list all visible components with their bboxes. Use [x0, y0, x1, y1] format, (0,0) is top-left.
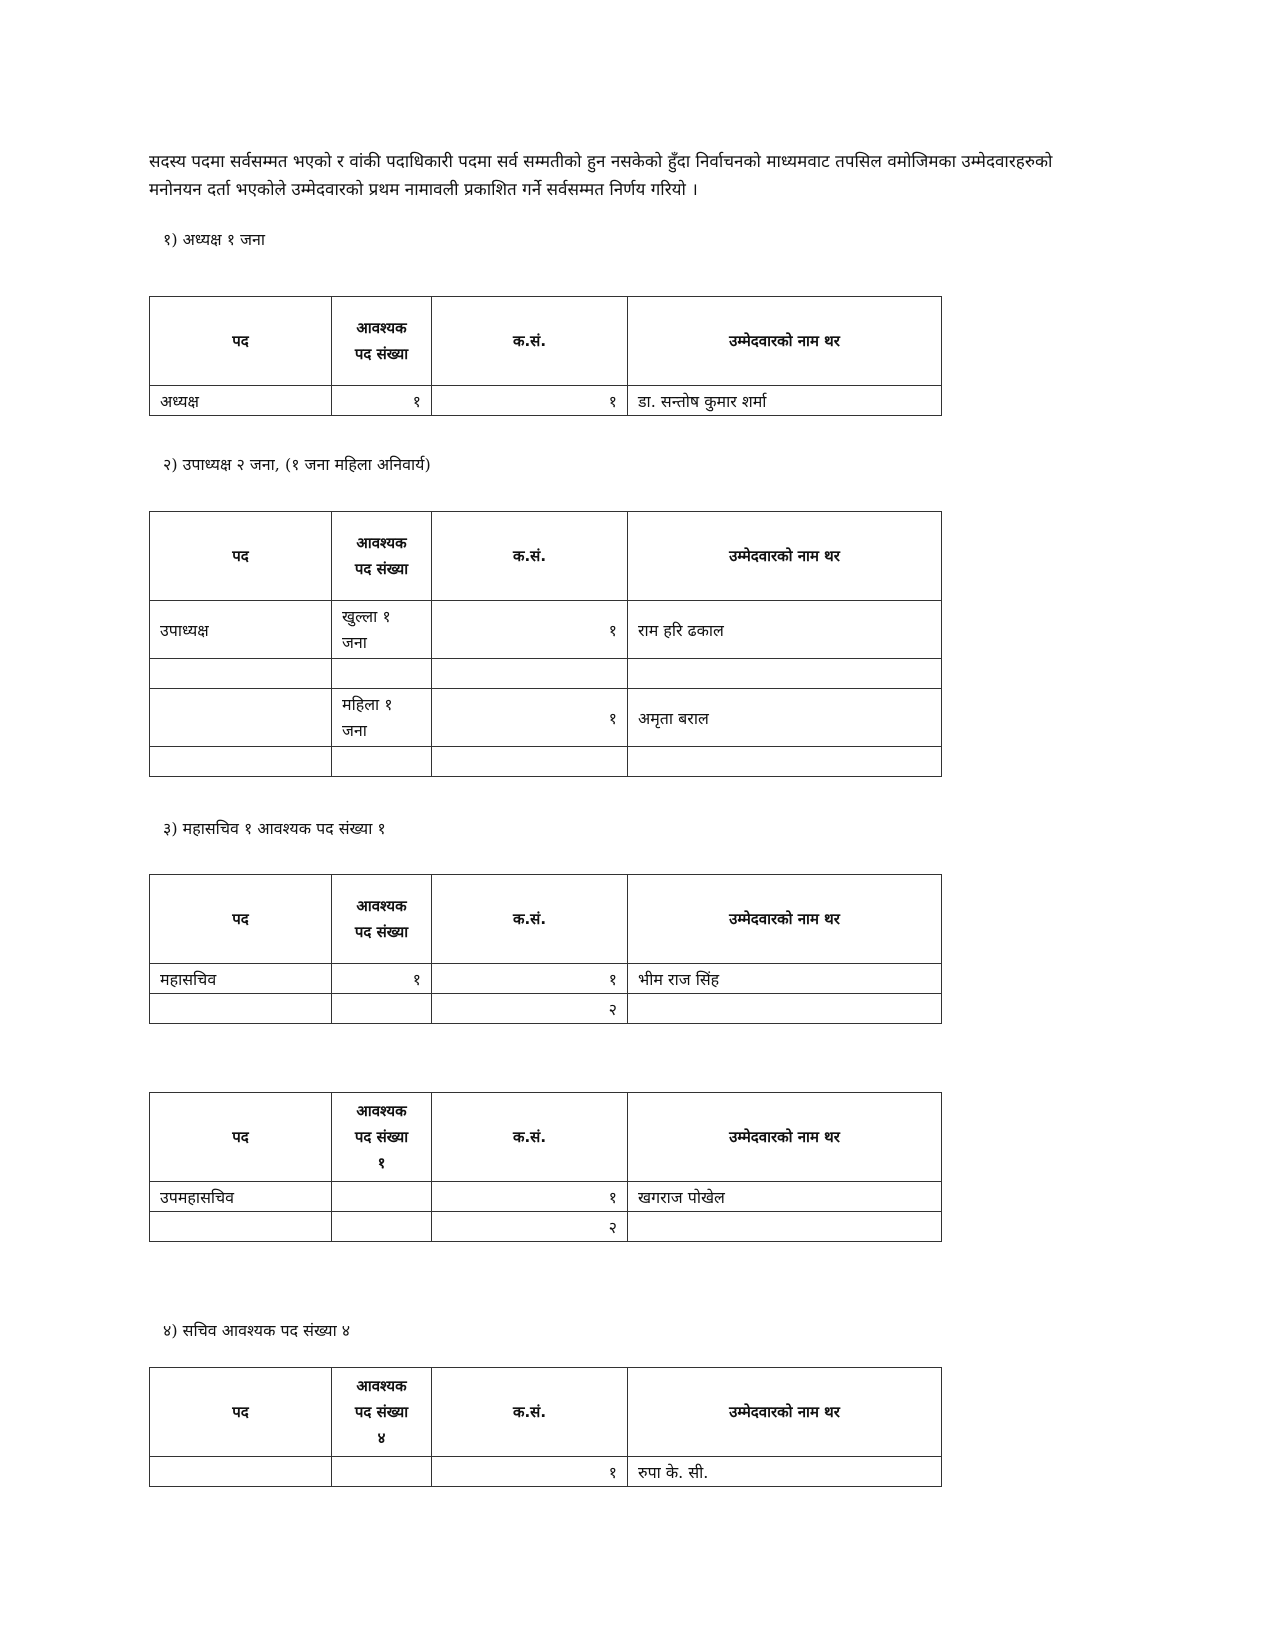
cell-required: महिला १ जना	[332, 689, 432, 747]
cell-serial: १	[432, 386, 628, 416]
cell-name	[628, 994, 942, 1024]
cell-required	[332, 1457, 432, 1487]
intro-line-2: मनोनयन दर्ता भएकोले उम्मेदवारको प्रथम नामावली प्रकाशित गर्ने सर्वसम्मत निर्णय गरियो ।	[149, 180, 698, 200]
cell-serial: १	[432, 964, 628, 994]
cell-serial: २	[432, 994, 628, 1024]
header-candidate: उम्मेदवारको नाम थर	[628, 512, 942, 601]
header-candidate: उम्मेदवारको नाम थर	[628, 1093, 942, 1182]
header-serial: क.सं.	[432, 512, 628, 601]
header-post: पद	[150, 875, 332, 964]
cell-serial: १	[432, 1457, 628, 1487]
cell-name	[628, 747, 942, 777]
cell-post	[150, 994, 332, 1024]
table-row	[150, 994, 942, 1024]
cell-serial: १	[432, 1182, 628, 1212]
table-row	[150, 1457, 942, 1487]
section-4-heading: ४) सचिव आवश्यक पद संख्या ४	[163, 1321, 351, 1340]
header-required: आवश्यक पद संख्या	[332, 297, 432, 386]
cell-required: १	[332, 964, 432, 994]
cell-name: राम हरि ढकाल	[628, 601, 942, 659]
cell-name: खगराज पोखेल	[628, 1182, 942, 1212]
table-row	[150, 964, 942, 994]
header-post: पद	[150, 297, 332, 386]
header-serial: क.सं.	[432, 1093, 628, 1182]
cell-post	[150, 659, 332, 689]
header-serial: क.सं.	[432, 875, 628, 964]
header-candidate: उम्मेदवारको नाम थर	[628, 1368, 942, 1457]
table-secretary	[149, 1367, 942, 1487]
cell-name	[628, 1212, 942, 1242]
header-serial: क.सं.	[432, 1368, 628, 1457]
cell-required	[332, 659, 432, 689]
intro-line-1: सदस्य पदमा सर्वसम्मत भएको र वांकी पदाधिकारी पदमा सर्व सम्मतीको हुन नसकेको हुँदा निर्वाचनको माध्यमवाट तपसिल वमोजिमका उम्मेदवारहरुको	[149, 152, 1053, 172]
cell-name: भीम राज सिंह	[628, 964, 942, 994]
header-required: आवश्यक पद संख्या ४	[332, 1368, 432, 1457]
table-deputy-general-secretary	[149, 1092, 942, 1242]
cell-required: खुल्ला १ जना	[332, 601, 432, 659]
header-required: आवश्यक पद संख्या १	[332, 1093, 432, 1182]
header-post: पद	[150, 1368, 332, 1457]
cell-post: अध्यक्ष	[150, 386, 332, 416]
table-row	[150, 601, 942, 659]
cell-required	[332, 994, 432, 1024]
section-3-heading: ३) महासचिव १ आवश्यक पद संख्या १	[163, 819, 386, 838]
section-1-heading: १) अध्यक्ष १ जना	[163, 230, 266, 249]
cell-required	[332, 1182, 432, 1212]
table-president	[149, 296, 942, 416]
cell-required: १	[332, 386, 432, 416]
cell-serial	[432, 747, 628, 777]
cell-required	[332, 1212, 432, 1242]
table-header-row	[150, 512, 942, 601]
cell-post	[150, 1457, 332, 1487]
cell-post	[150, 1212, 332, 1242]
cell-required	[332, 747, 432, 777]
table-header-row	[150, 1093, 942, 1182]
cell-serial: २	[432, 1212, 628, 1242]
table-row	[150, 1212, 942, 1242]
header-candidate: उम्मेदवारको नाम थर	[628, 297, 942, 386]
table-header-row	[150, 297, 942, 386]
header-candidate: उम्मेदवारको नाम थर	[628, 875, 942, 964]
section-2-heading: २) उपाध्यक्ष २ जना, (१ जना महिला अनिवार्य)	[163, 455, 431, 474]
table-header-row	[150, 1368, 942, 1457]
header-required: आवश्यक पद संख्या	[332, 875, 432, 964]
table-general-secretary	[149, 874, 942, 1024]
cell-serial: १	[432, 601, 628, 659]
header-post: पद	[150, 512, 332, 601]
table-row	[150, 659, 942, 689]
table-vice-president	[149, 511, 942, 777]
table-row	[150, 689, 942, 747]
table-row	[150, 747, 942, 777]
cell-name: डा. सन्तोष कुमार शर्मा	[628, 386, 942, 416]
table-header-row	[150, 875, 942, 964]
header-post: पद	[150, 1093, 332, 1182]
cell-post	[150, 689, 332, 747]
cell-name: रुपा के. सी.	[628, 1457, 942, 1487]
cell-serial: १	[432, 689, 628, 747]
header-serial: क.सं.	[432, 297, 628, 386]
cell-post	[150, 747, 332, 777]
cell-name: अमृता बराल	[628, 689, 942, 747]
cell-post: उपाध्यक्ष	[150, 601, 332, 659]
table-row	[150, 386, 942, 416]
cell-post: महासचिव	[150, 964, 332, 994]
intro-paragraph	[149, 148, 1119, 204]
table-row	[150, 1182, 942, 1212]
header-required: आवश्यक पद संख्या	[332, 512, 432, 601]
cell-post: उपमहासचिव	[150, 1182, 332, 1212]
cell-name	[628, 659, 942, 689]
cell-serial	[432, 659, 628, 689]
